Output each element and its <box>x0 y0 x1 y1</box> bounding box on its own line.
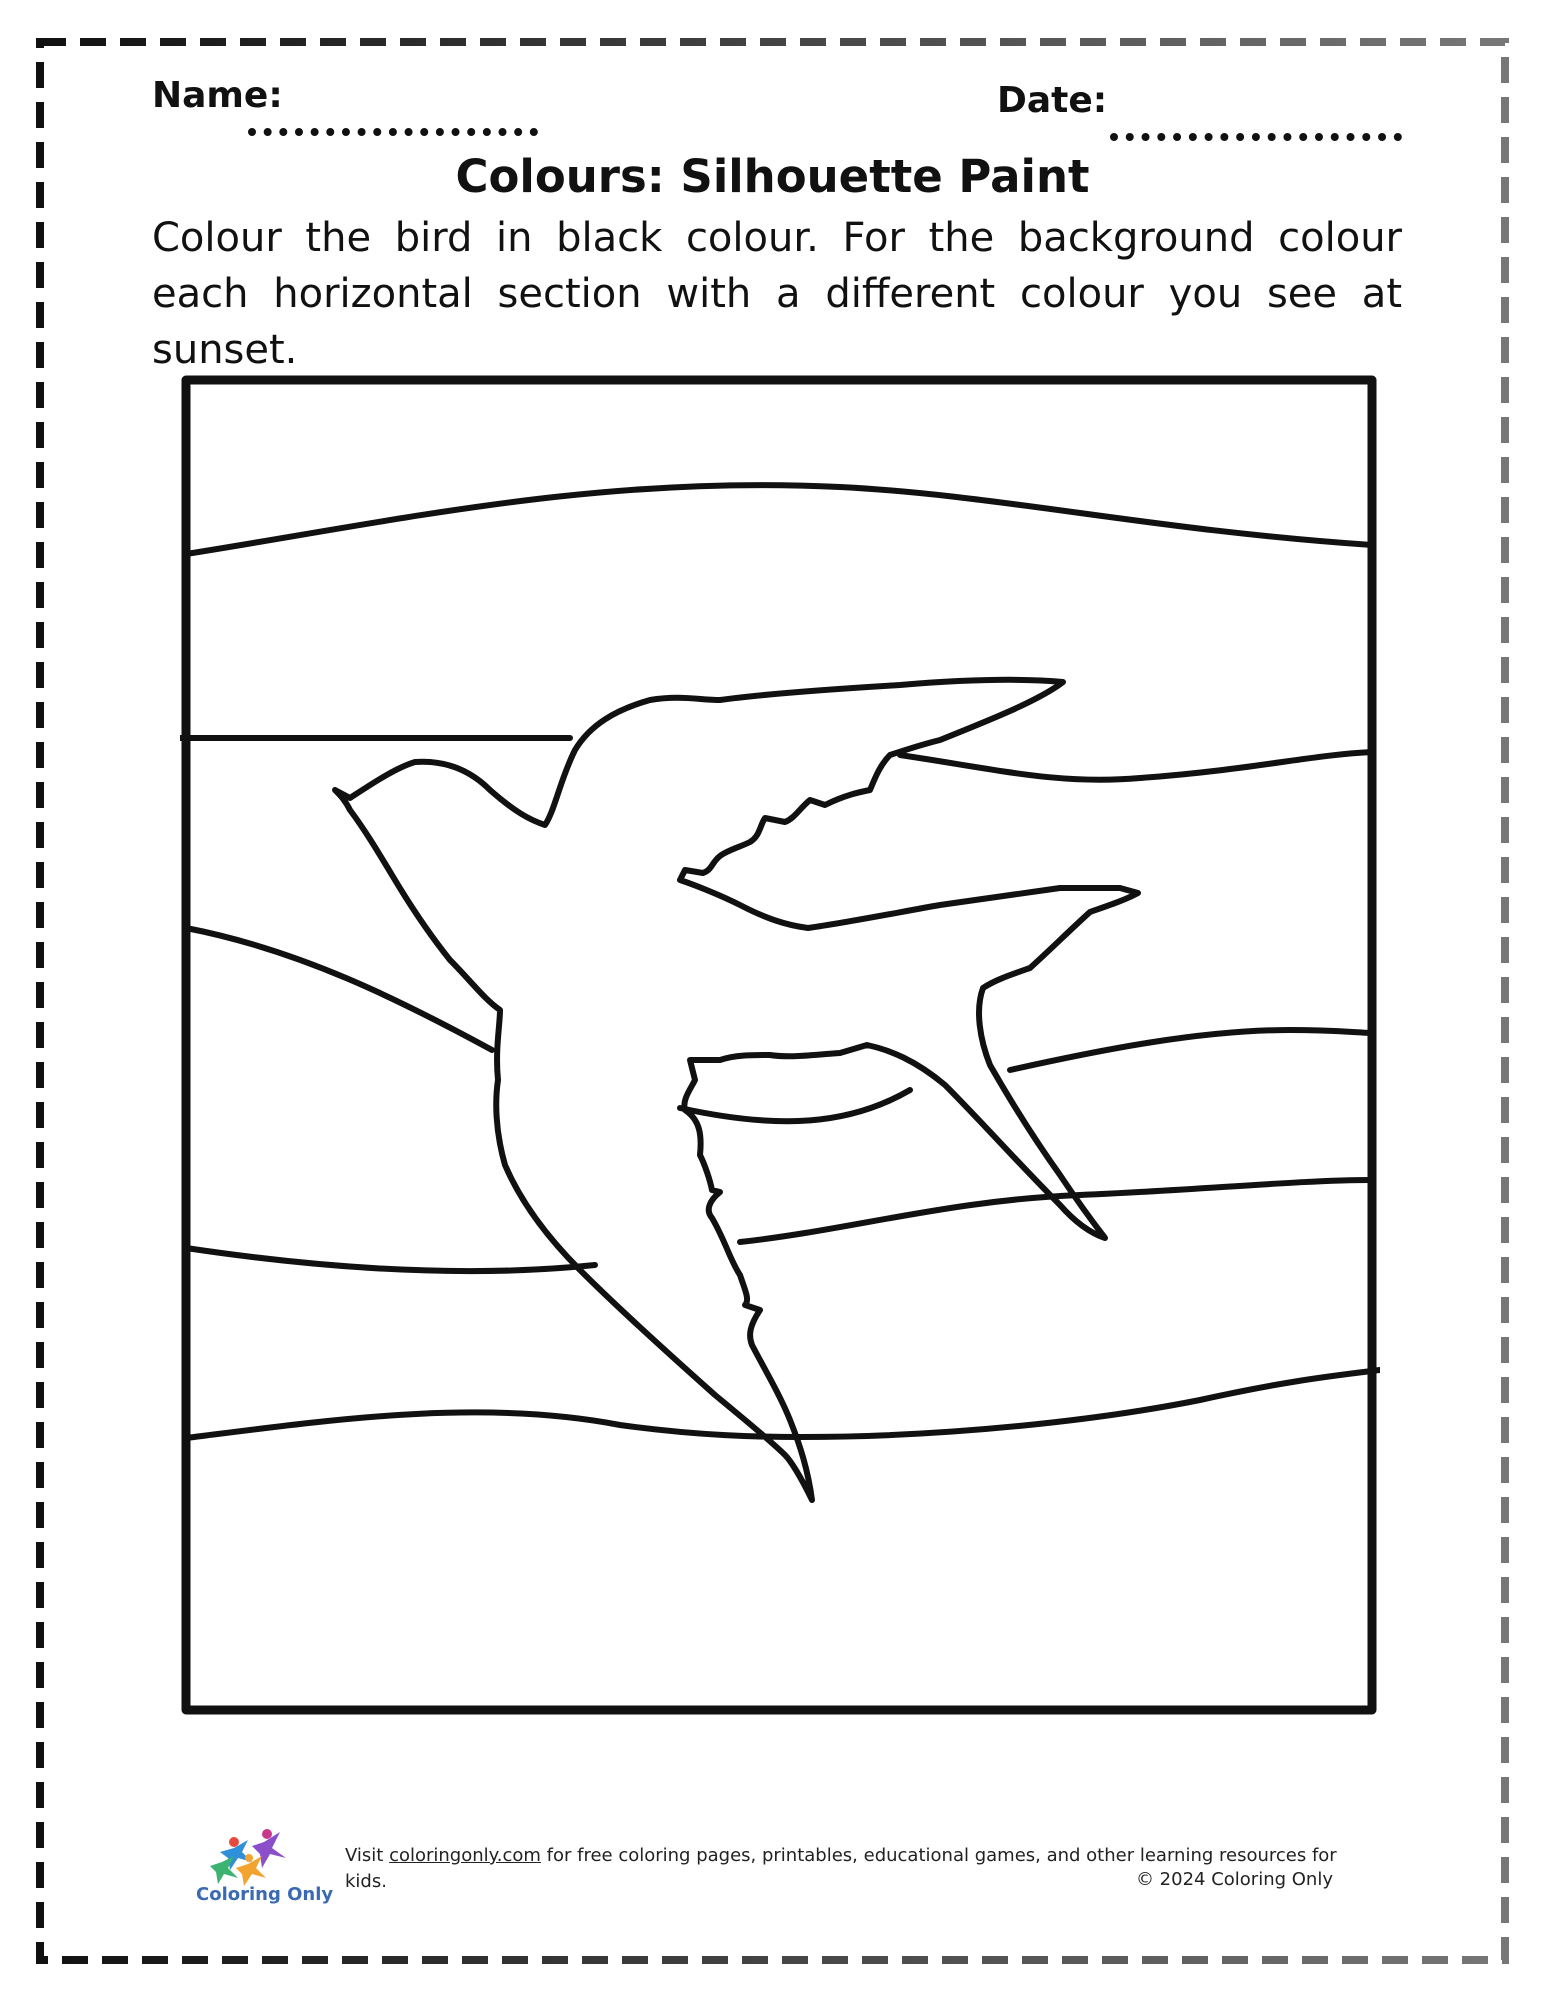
name-label: Name: <box>152 75 283 116</box>
worksheet-title: Colours: Silhouette Paint <box>455 150 1090 203</box>
wave-line-3 <box>186 928 1372 1121</box>
artwork-frame <box>186 380 1372 1710</box>
footer-visit-suffix: for free coloring pages, printables, educational games, and other learning resources for kids. <box>345 1845 1337 1892</box>
star-figures-icon <box>210 1829 286 1886</box>
wave-line-1 <box>186 485 1372 554</box>
footer-visit-prefix: Visit <box>345 1845 390 1866</box>
date-line[interactable] <box>1110 133 1402 141</box>
bird-outline <box>335 680 1138 1500</box>
date-label: Date: <box>997 80 1108 121</box>
coloringonly-link[interactable]: coloringonly.com <box>389 1845 541 1866</box>
logo-text: Coloring Only <box>196 1884 334 1905</box>
instructions-text: Colour the bird in black colour. For the background colour each horizontal section with a different colour you see at sunset. <box>152 215 1402 373</box>
name-line[interactable] <box>248 128 538 136</box>
wave-line-5 <box>186 1248 595 1271</box>
wave-line-4 <box>740 1180 1372 1242</box>
copyright-text: © 2024 Coloring Only <box>1135 1869 1333 1890</box>
bird-silhouette-artwork <box>180 370 1380 1730</box>
wave-line-2 <box>180 738 1372 780</box>
